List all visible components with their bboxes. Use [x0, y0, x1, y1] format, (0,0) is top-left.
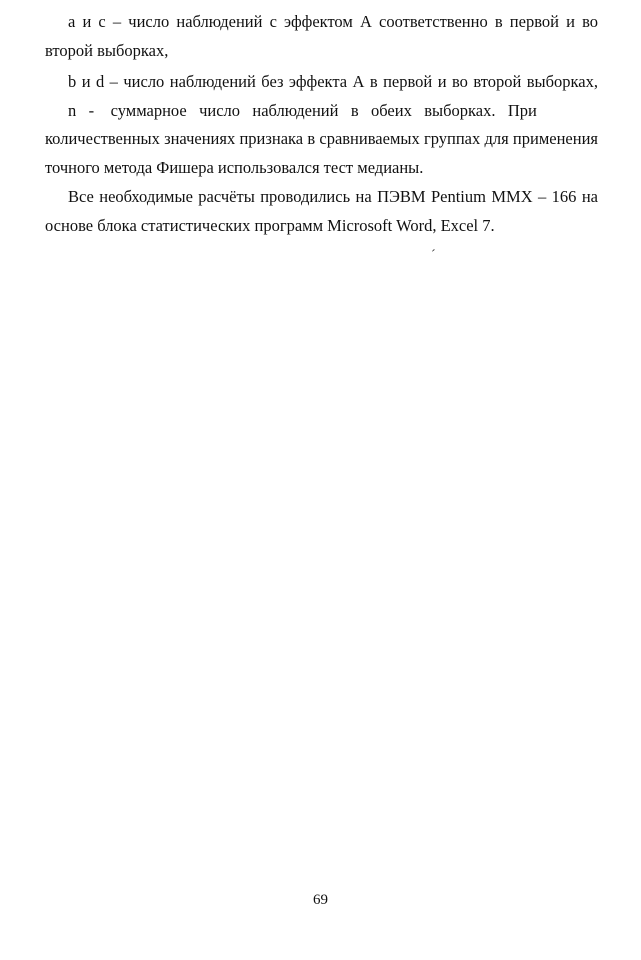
paragraph-2-line-1: b и d – число наблюдений без эффекта А в первой и во второй выборках, — [68, 72, 598, 91]
paragraph-3-line-2: количественных значениях признака в сравниваемых группах для применения — [45, 129, 598, 148]
paragraph-1-line-1: а и с – число наблюдений с эффектом А соответственно в первой и во — [68, 12, 598, 31]
stray-mark: ´ — [431, 248, 436, 263]
page-number: 69 — [313, 892, 328, 908]
paragraph-3-line-1: n - суммарное число наблюдений в обеих выборках. При — [68, 101, 537, 120]
paragraph-1-line-2: второй выборках, — [45, 41, 169, 60]
paragraph-4-line-1: Все необходимые расчёты проводились на ПЭВМ Pentium MMX – 166 на — [68, 187, 598, 206]
paragraph-3-line-3: точного метода Фишера использовался тест медианы. — [45, 158, 424, 177]
paragraph-4-line-2: основе блока статистических программ Microsoft Word, Excel 7. — [45, 216, 495, 235]
